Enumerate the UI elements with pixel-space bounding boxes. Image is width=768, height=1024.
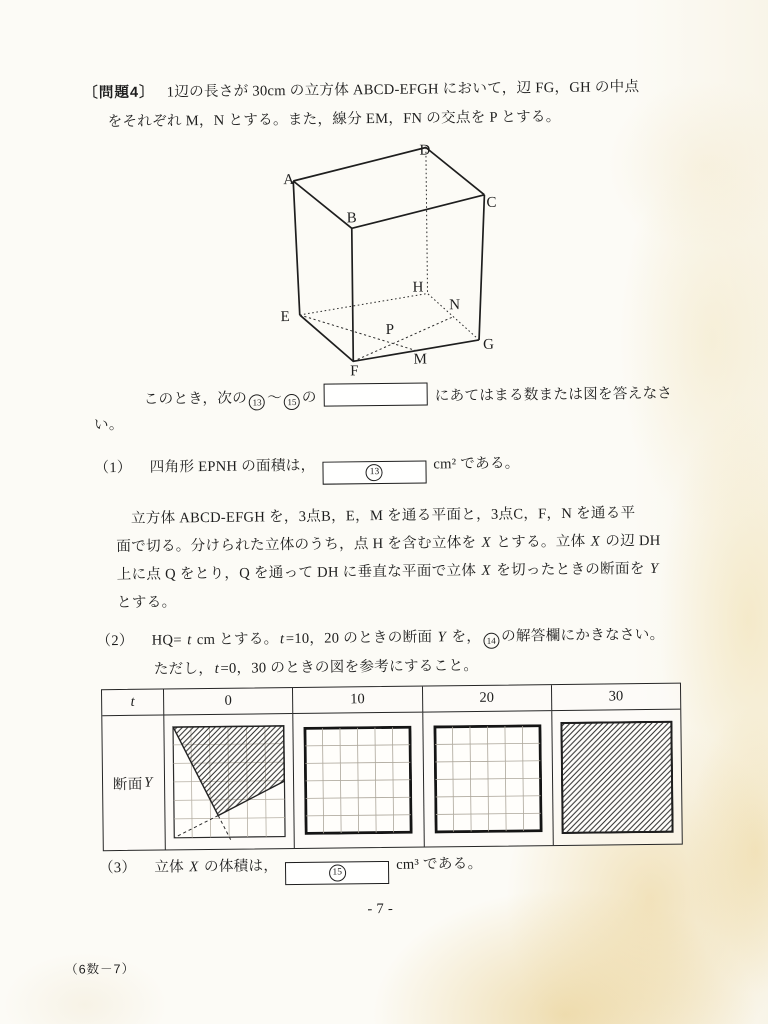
text-segment: =0，30 のときの図を参考にすること。 — [220, 657, 479, 677]
q1-answer-box — [322, 461, 426, 485]
math-variable: Y — [649, 560, 659, 577]
text-segment: 上に点 Q をとり，Q を通って DH に垂直な平面で立体 — [116, 562, 481, 584]
table-row-label — [102, 716, 165, 851]
figure-t30-full-hatch — [560, 721, 673, 834]
text-segment: 立体 — [154, 859, 188, 876]
cube-label-a: A — [283, 171, 295, 189]
figure-cell-t0 — [163, 714, 294, 849]
q3-tail: cm³ である。 — [396, 855, 483, 873]
figure-cell-t20 — [422, 711, 553, 846]
text-segment: ～ — [266, 390, 282, 407]
cube-label-d: D — [419, 142, 431, 159]
problem-intro-line2: をそれぞれ M，N とする。また，線分 EM，FN の交点を P とする。 — [107, 108, 561, 131]
text-segment: cm とする。 — [192, 631, 279, 649]
figure-cell-t30 — [551, 710, 682, 845]
text-segment: このとき，次の — [143, 390, 248, 408]
text-segment: の辺 DH — [601, 532, 661, 550]
cube-construction-lines — [300, 313, 454, 362]
figure-t10-answer-grid — [304, 726, 413, 835]
paragraph-line-1: 立方体 ABCD-EFGH を，3点B，E，M を通る平面と，3点C，F，N を通る平 — [115, 505, 636, 528]
q3-lead — [154, 858, 278, 875]
math-variable: Y — [437, 629, 447, 646]
question-3 — [99, 854, 483, 888]
question-2-line1 — [96, 625, 664, 653]
paragraph-line-2 — [116, 531, 660, 557]
cube-label-n: N — [449, 297, 461, 314]
math-variable: t — [187, 632, 192, 649]
table-header-10: 10 — [292, 687, 422, 714]
cube-label-p: P — [385, 321, 395, 338]
prompt-line1-lead — [144, 390, 317, 408]
circled-number: 15 — [284, 394, 300, 410]
q2-text — [152, 627, 665, 649]
text-segment: HQ= — [151, 632, 186, 649]
circled-13-icon: 13 — [366, 464, 383, 481]
figure-cell-t10 — [293, 713, 424, 848]
problem-heading — [83, 77, 639, 103]
cube-label-m: M — [413, 351, 428, 368]
math-variable: t — [279, 631, 285, 648]
prompt-line1-tail: にあてはまる数または図を答えなさ — [434, 385, 673, 405]
question-1 — [94, 453, 519, 487]
paragraph-line-3 — [117, 559, 660, 585]
math-variable: Y — [144, 774, 153, 791]
doc-code: （6数－7） — [65, 961, 136, 977]
prompt-blank-box — [324, 382, 428, 406]
hatched-region-full — [561, 722, 672, 833]
cube-diagram — [262, 133, 515, 391]
text-segment: 面で切る。分けられた立体のうち，点 H を含む立体を — [116, 534, 481, 556]
prompt-line2: い。 — [93, 416, 124, 434]
math-variable: X — [481, 562, 491, 579]
text-segment: とする。立体 — [492, 533, 590, 551]
problem-number-tag: 〔問題4〕 — [83, 84, 155, 102]
page-number: - 7 - — [367, 900, 394, 918]
figure-t0-cross-section — [173, 725, 286, 838]
q3-number: （3） — [98, 859, 137, 877]
text-segment: ただし， — [153, 660, 214, 678]
q1-number: （1） — [94, 459, 132, 477]
t-variable-label: t — [130, 693, 135, 710]
cube-label-b: B — [346, 210, 357, 227]
q2-number: （2） — [96, 632, 134, 650]
text-segment: の解答欄にかきなさい。 — [501, 626, 665, 645]
cross-section-table — [101, 683, 683, 852]
q1-lead: 四角形 EPNH の面積は， — [149, 457, 316, 476]
circled-number: 13 — [249, 394, 265, 410]
math-variable: X — [481, 534, 492, 551]
text-segment: の体積は， — [199, 858, 279, 876]
text-segment: =10，20 のときの断面 — [285, 629, 437, 648]
cube-label-c: C — [486, 194, 497, 211]
paragraph-line-4: とする。 — [116, 594, 177, 612]
q3-answer-box — [285, 861, 389, 885]
text-segment: の — [301, 389, 317, 406]
text-segment: を切ったときの断面を — [492, 561, 649, 579]
circled-number: 14 — [483, 633, 499, 649]
math-variable: t — [214, 660, 220, 677]
problem-intro-line1: 1辺の長さが 30cm の立方体 ABCD-EFGH において，辺 FG，GH の中点 — [166, 79, 640, 101]
table-header-t — [102, 690, 163, 717]
circled-15-icon: 15 — [329, 865, 346, 882]
math-variable: X — [590, 533, 601, 550]
table-header-0: 0 — [163, 688, 293, 715]
q1-tail: cm² である。 — [433, 455, 520, 473]
math-variable: X — [189, 859, 199, 876]
cube-label-f: F — [350, 363, 359, 380]
cube-label-g: G — [483, 336, 495, 353]
text-segment: を， — [447, 628, 482, 646]
cube-vertex-labels — [279, 142, 499, 380]
prompt-line1 — [144, 380, 673, 412]
cube-label-h: H — [412, 279, 424, 296]
question-2-line2 — [154, 656, 479, 680]
figure-t20-answer-grid — [433, 724, 542, 833]
table-header-30: 30 — [551, 684, 681, 711]
table-header-20: 20 — [421, 685, 551, 712]
text-segment: 断面 — [112, 776, 143, 793]
cube-label-e: E — [280, 309, 290, 326]
